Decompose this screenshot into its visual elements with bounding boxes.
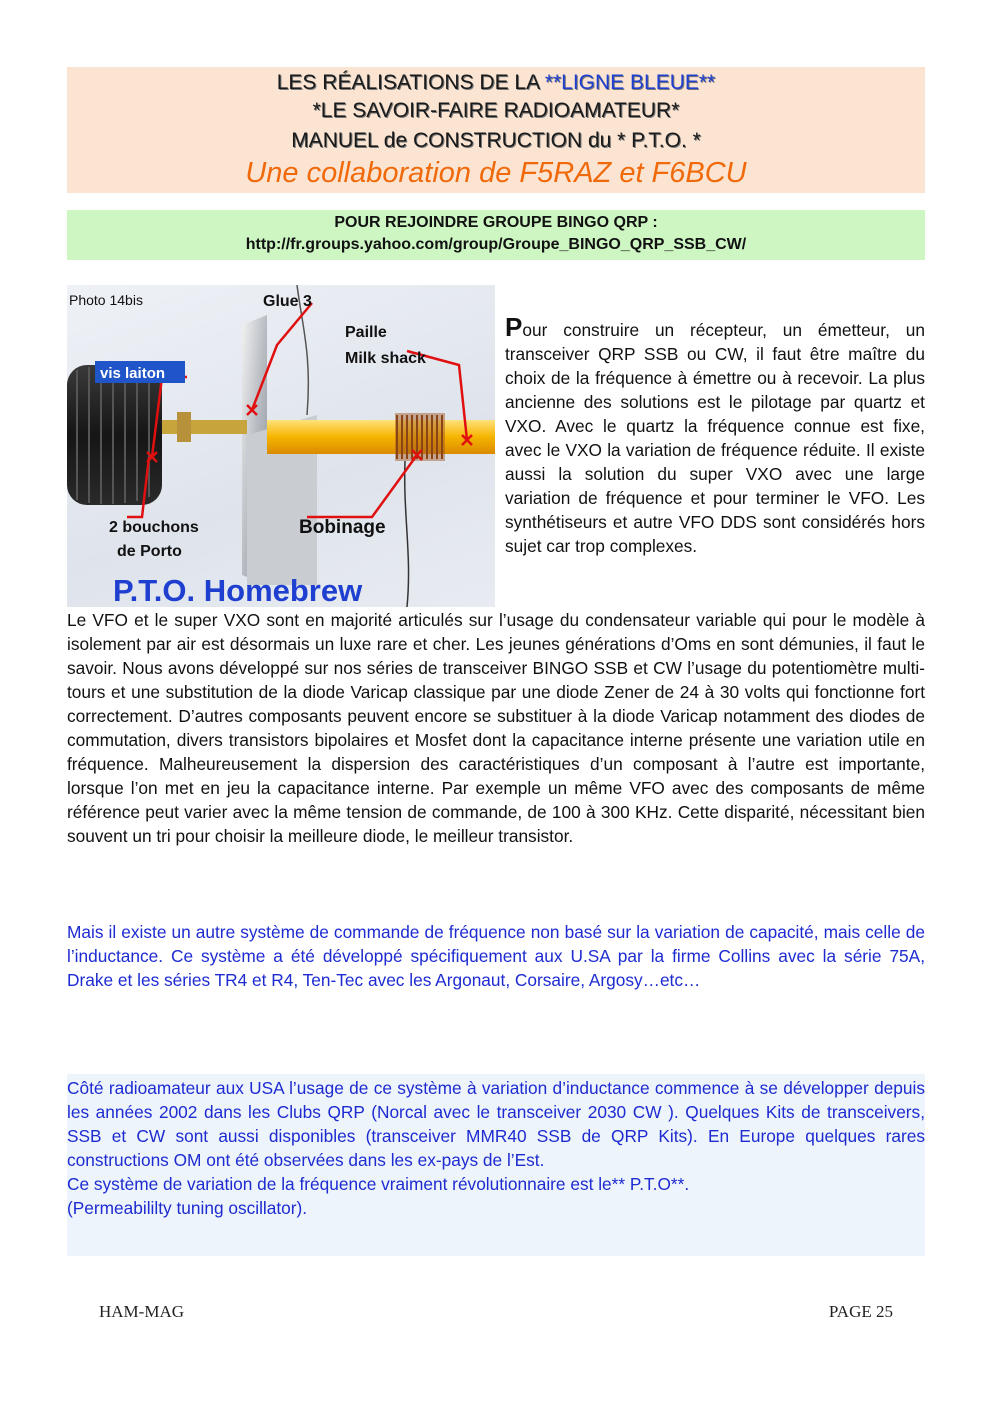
brass-screw	[162, 420, 247, 434]
header-banner	[67, 67, 925, 193]
join-title: POUR REJOINDRE GROUPE BINGO QRP :	[334, 214, 658, 231]
paragraph-pto-definition: (Permeabililty tuning oscillator).	[67, 1198, 308, 1218]
header-line-1-prefix: LES RÉALISATIONS DE LA	[276, 71, 545, 94]
header-line-1-highlight: **LIGNE BLEUE**	[544, 71, 716, 94]
intro-text: our construire un récepteur, un émetteur, un transceiver QRP SSB ou CW, il faut être maître du choix de la fréquence à émettre ou à recevoir. La plus ancienne des solutions est le pilotage par quartz et VXO. Avec le quartz la fréquence connue est fixe, avec le VXO la variation de fréquence réduite. Il existe aussi la solution du super VXO avec une large variation de fréquence et pour terminer le VFO. Les synthétiseurs et autre VFO DDS sont considérés hors sujet car trop complexes.	[505, 320, 925, 556]
label-bobinage: Bobinage	[299, 517, 386, 538]
label-vis-laiton: vis laiton	[100, 365, 166, 382]
pto-photo	[67, 285, 495, 607]
paragraph-usa	[67, 1076, 925, 1220]
paragraph-inductance: Mais il existe un autre système de commande de fréquence non basé sur la variation de capacité, mais celle de l’inductance. Ce système a été développé spécifiquement aux U.SA par la firme Collins avec la série 75A, Drake et les séries TR4 et R4, Ten-Tec avec les Argonaut, Corsaire, Argosy…etc…	[67, 922, 925, 990]
label-glue: Glue 3	[263, 293, 312, 310]
label-bouchons-1: 2 bouchons	[109, 519, 199, 536]
label-bouchons-2: de Porto	[117, 543, 182, 560]
header-line-3: MANUEL de CONSTRUCTION du * P.T.O. *	[291, 129, 701, 152]
join-group-banner	[67, 210, 925, 260]
footer-page-number: PAGE 25	[828, 1302, 893, 1321]
paragraph-pto-sentence: Ce système de variation de la fréquence vraiment révolutionnaire est le** P.T.O**.	[67, 1174, 690, 1194]
footer-magazine: HAM-MAG	[99, 1302, 184, 1321]
pto-photo-drawing	[67, 285, 495, 607]
header-line-2: *LE SAVOIR-FAIRE RADIOAMATEUR*	[312, 99, 680, 122]
straw-tube	[267, 420, 495, 454]
label-milk-shack: Milk shack	[345, 350, 426, 367]
paragraph-usa-text: Côté radioamateur aux USA l’usage de ce système à variation d’inductance commence à se développer depuis les années 2002 dans les Clubs QRP (Norcal avec le transceiver 2030 CW ). Quelques Kits de transceivers, SSB et CW sont aussi disponibles (transceiver MMR40 SSB de QRP Kits). En Europe quelques rares constructions OM ont été observées dans les ex-pays de l’Est.	[67, 1078, 925, 1170]
join-url: http://fr.groups.yahoo.com/group/Groupe_BINGO_QRP_SSB_CW/	[245, 236, 747, 253]
photo-caption: Photo 14bis	[69, 292, 143, 308]
header-subtitle: Une collaboration de F5RAZ et F6BCU	[245, 157, 747, 189]
paragraph-vfo: Le VFO et le super VXO sont en majorité articulés sur l’usage du condensateur variable qui pour le modèle à isolement par air est désormais un luxe rare et cher. Les jeunes générations d’Oms en sont démunies, il faut le savoir. Nous avons développé sur nos séries de transceiver BINGO SSB et CW l’usage du potentiomètre multi-tours et une substitution de la diode Varicap classique par une diode Zener de 24 à 30 volts qui fonctionne fort correctement. D’autres composants peuvent encore se substituer à la diode Varicap notamment des diodes de commutation, divers transistors bipolaires et Mosfet dont la capacitance interne présente une variation utile en fréquence. Malheureusement la dispersion des caractéristiques d’un composant à l’autre est importante, lorsque l’on met en jeu la capacitance interne. Par exemple un même VFO avec des composants de même référence peut varier avec la même tension de commande, de 100 à 300 KHz. Cette disparité, nécessitant bien souvent un tri pour choisir la meilleure diode, le meilleur transistor.	[67, 610, 925, 846]
coil-winding	[395, 413, 445, 461]
knob-body	[67, 365, 162, 505]
header-line-1	[67, 69, 925, 97]
intro-paragraph	[505, 312, 925, 558]
drop-cap: P	[505, 312, 523, 342]
photo-title: P.T.O. Homebrew	[113, 573, 363, 607]
label-paille: Paille	[345, 324, 387, 341]
